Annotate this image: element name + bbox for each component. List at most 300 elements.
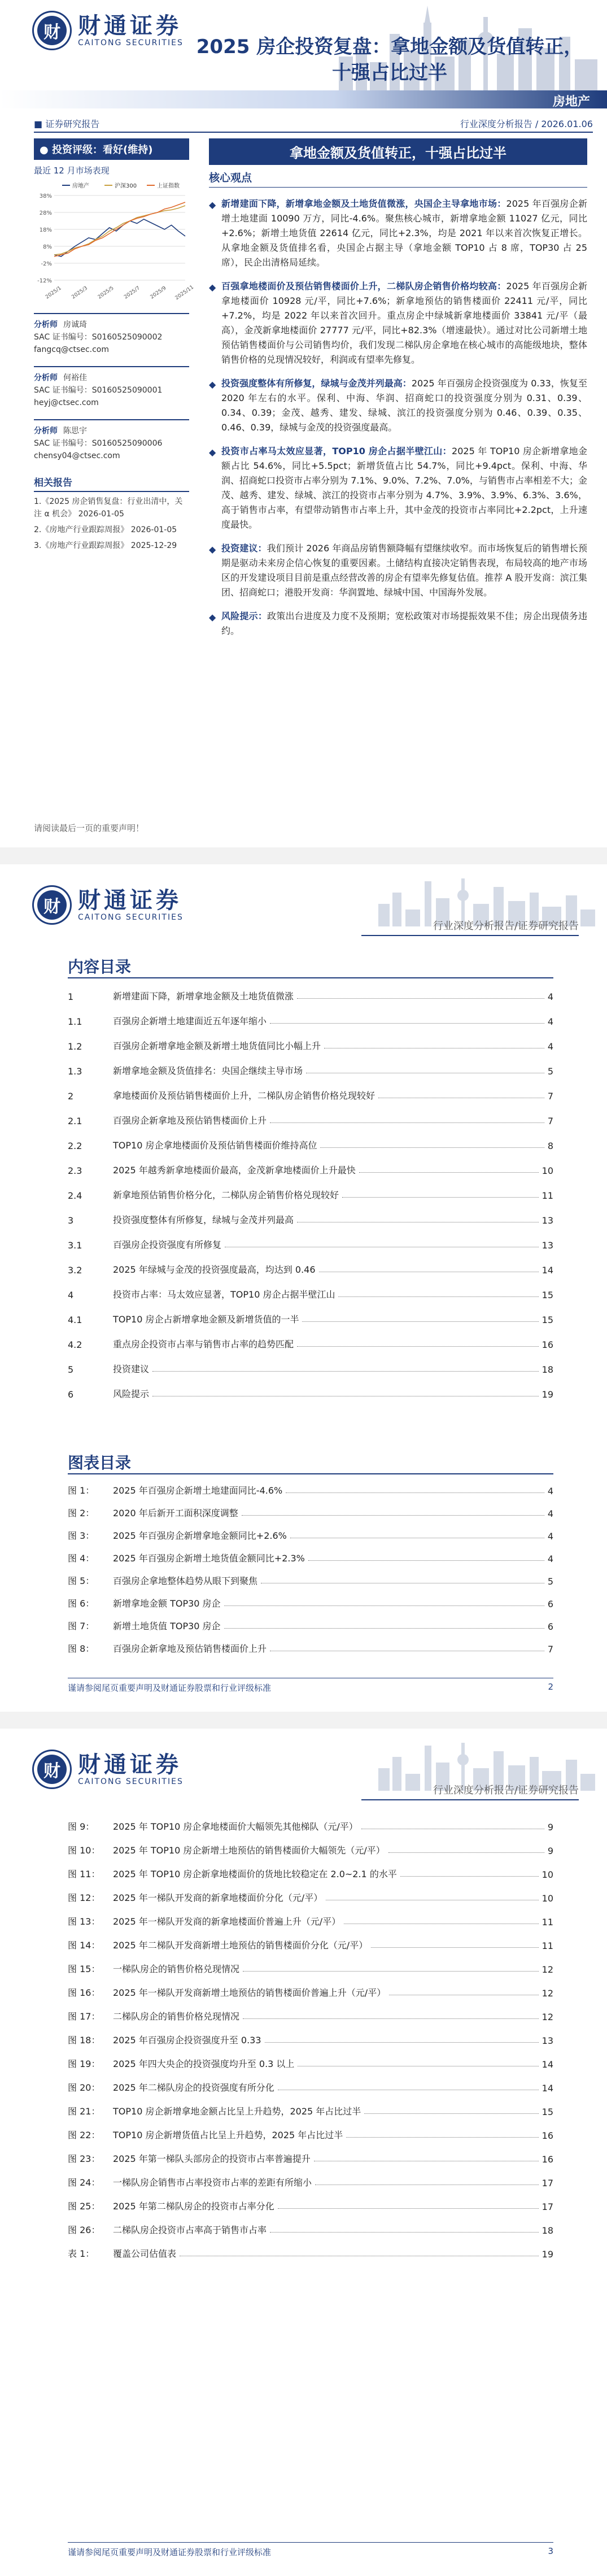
diamond-bullet-icon: ◆ bbox=[209, 379, 216, 390]
toc-page-number: 10 bbox=[542, 1165, 553, 1176]
sector-bar bbox=[0, 90, 607, 108]
brand-name-en: CAITONG SECURITIES bbox=[78, 913, 184, 922]
toc-label: TOP10 房企占新增拿地金额及新增货值的一半 bbox=[113, 1314, 299, 1325]
footer-text: 谨请参阅尾页重要声明及财通证券股票和行业评级标准 bbox=[68, 1683, 272, 1693]
related-reports-title: 相关报告 bbox=[34, 475, 189, 492]
brand-name-en: CAITONG SECURITIES bbox=[78, 1777, 184, 1786]
toc-entry[interactable] bbox=[68, 2246, 553, 2260]
analyst-cert: SAC 证书编号：S0160525090001 bbox=[34, 386, 163, 395]
toc-page-number: 4 bbox=[547, 1531, 553, 1542]
toc-page-number: 13 bbox=[542, 1215, 553, 1226]
toc-number: 1 bbox=[68, 991, 74, 1002]
x-tick-label: 2025/9 bbox=[149, 285, 168, 301]
toc-leader bbox=[270, 1122, 544, 1123]
toc-entry[interactable] bbox=[68, 2080, 553, 2094]
toc-number: 4.2 bbox=[68, 1339, 82, 1350]
toc-label: 2025 年二梯队房企的投资强度有所分化 bbox=[113, 2082, 274, 2093]
toc-number: 2.3 bbox=[68, 1165, 82, 1176]
analyst-role: 分析师 bbox=[34, 320, 58, 329]
toc-entry[interactable] bbox=[68, 2033, 553, 2046]
toc-entry[interactable] bbox=[68, 1088, 553, 1102]
toc-entry[interactable] bbox=[68, 1985, 553, 1999]
toc-page-number: 16 bbox=[542, 2130, 553, 2141]
toc-leader bbox=[152, 1371, 539, 1372]
toc-page-number: 19 bbox=[542, 1389, 553, 1400]
core-point bbox=[209, 197, 587, 270]
toc-page-number: 17 bbox=[542, 2178, 553, 2188]
toc-number: 3.1 bbox=[68, 1240, 82, 1251]
toc-page-number: 13 bbox=[542, 2035, 553, 2046]
toc-label: 一梯队房企的销售价格兑现情况 bbox=[113, 1964, 240, 1974]
toc-leader bbox=[346, 2137, 538, 2138]
core-point bbox=[209, 541, 587, 600]
toc-entry[interactable] bbox=[68, 1163, 553, 1176]
toc-entry[interactable] bbox=[68, 1361, 553, 1375]
toc-number: 1.3 bbox=[68, 1066, 82, 1077]
toc-number: 图 5： bbox=[68, 1576, 95, 1586]
x-tick-label: 2025/7 bbox=[123, 285, 141, 301]
toc-label: 风险提示 bbox=[113, 1389, 150, 1399]
toc-entry[interactable] bbox=[68, 1890, 553, 1904]
footer-text: 谨请参阅尾页重要声明及财通证券股票和行业评级标准 bbox=[68, 2547, 272, 2557]
toc-entry[interactable] bbox=[68, 989, 553, 1002]
toc-label: 投资市占率：马太效应显著，TOP10 房企占据半壁江山 bbox=[113, 1289, 335, 1300]
toc-page-number: 5 bbox=[547, 1576, 553, 1587]
brand-name-cn: 财通证券 bbox=[78, 1752, 182, 1778]
toc-number: 图 26： bbox=[68, 2225, 101, 2235]
toc-entry[interactable] bbox=[68, 1038, 553, 1052]
toc-number: 2.2 bbox=[68, 1141, 82, 1151]
diamond-bullet-icon: ◆ bbox=[209, 199, 216, 210]
toc-number: 图 2： bbox=[68, 1508, 95, 1518]
toc-label: 新增建面下降，新增拿地金额及土地货值微涨 bbox=[113, 991, 294, 1002]
toc-label: TOP10 房企新增拿地金额占比呈上升趋势，2025 年占比过半 bbox=[113, 2106, 361, 2117]
analyst-name: 房诚琦 bbox=[63, 320, 87, 329]
analyst-role: 分析师 bbox=[34, 373, 58, 382]
toc-number: 图 17： bbox=[68, 2011, 101, 2022]
toc-label: 新拿地预估销售价格分化，二梯队房企销售价格兑现较好 bbox=[113, 1190, 339, 1200]
toc-entry[interactable] bbox=[68, 2151, 553, 2165]
toc-page-number: 11 bbox=[542, 1940, 553, 1951]
toc-label: 2025 年第二梯队房企的投资市占率分化 bbox=[113, 2201, 274, 2212]
toc-number: 4 bbox=[68, 1290, 74, 1300]
toc-page-number: 4 bbox=[547, 1508, 553, 1519]
page-number: 2 bbox=[548, 1682, 553, 1692]
toc-page-number: 12 bbox=[542, 2012, 553, 2022]
y-tick-label: 18% bbox=[39, 227, 52, 233]
point-body: 2025 年百强房企投资强度为 0.33，恢复至 2020 年左右的水平。保利、中海、华润、招商蛇口的投资强度分别为 0.31、0.39、0.34、0.39；金茂、越秀、建发、绿城、滨江的投资强度分别为 0.46、0.39、0.35、0.46、0.39，绿城与金茂的投资强度最高。 bbox=[221, 378, 587, 433]
toc-entry[interactable] bbox=[68, 1914, 553, 1927]
toc-label: 2025 年绿城与金茂的投资强度最高，均达到 0.46 bbox=[113, 1264, 316, 1275]
toc-leader bbox=[278, 2208, 539, 2209]
toc-label: 2025 年 TOP10 房企新增土地预估的销售楼面价大幅领先（元/平） bbox=[113, 1845, 385, 1856]
toc-page-number: 7 bbox=[547, 1116, 553, 1126]
header-subtitle: 行业深度分析报告/证券研究报告 bbox=[433, 1785, 579, 1796]
toc-page-number: 13 bbox=[542, 1240, 553, 1251]
toc-label: 2025 年一梯队开发商的新拿地楼面价分化（元/平） bbox=[113, 1892, 323, 1903]
related-report-2[interactable]: 2.《房地产行业跟踪周报》 2026-01-05 bbox=[34, 525, 177, 534]
header-subtitle: 行业深度分析报告/证券研究报告 bbox=[433, 920, 579, 932]
brand-logo-icon: 财 bbox=[34, 887, 70, 923]
page-number: 3 bbox=[548, 2546, 553, 2556]
toc-label: 重点房企投资市占率与销售市占率的趋势匹配 bbox=[113, 1339, 294, 1350]
toc-label: 百强房企新增拿地金额及新增土地货值同比小幅上升 bbox=[113, 1041, 321, 1051]
toc-leader bbox=[270, 1023, 544, 1024]
toc-page-number: 16 bbox=[542, 2154, 553, 2165]
toc-label: 投资强度整体有所修复，绿城与金茂并列最高 bbox=[113, 1215, 294, 1225]
toc-leader bbox=[265, 2042, 539, 2043]
toc-entry[interactable] bbox=[68, 1961, 553, 1975]
toc-entry[interactable] bbox=[68, 1596, 553, 1609]
toc-number: 图 23： bbox=[68, 2153, 101, 2164]
diamond-bullet-icon: ◆ bbox=[209, 544, 216, 555]
toc-number: 图 16： bbox=[68, 1987, 101, 1998]
page-footer bbox=[68, 1678, 553, 1694]
toc-leader bbox=[297, 998, 544, 999]
toc-number: 3 bbox=[68, 1215, 74, 1226]
point-heading: 投资市占率马太效应显著，TOP10 房企占据半壁江山： bbox=[221, 446, 452, 456]
toc-leader bbox=[342, 1197, 539, 1198]
x-tick-label: 2025/1 bbox=[45, 285, 63, 301]
toc-label: 2020 年后新开工面积深度调整 bbox=[113, 1508, 238, 1518]
analyst-cert: SAC 证书编号：S0160525090006 bbox=[34, 439, 163, 448]
toc-leader bbox=[308, 1560, 544, 1561]
toc-page-number: 7 bbox=[547, 1644, 553, 1655]
toc-page-number: 19 bbox=[542, 2249, 553, 2260]
toc-entry[interactable] bbox=[68, 1337, 553, 1350]
toc-number: 图 25： bbox=[68, 2201, 101, 2212]
toc-leader bbox=[320, 1147, 544, 1148]
brand-name-cn: 财通证券 bbox=[78, 13, 182, 39]
toc-number: 4.1 bbox=[68, 1315, 82, 1325]
toc-page-number: 11 bbox=[542, 1190, 553, 1201]
toc-leader bbox=[242, 1515, 544, 1516]
toc-leader bbox=[388, 1852, 544, 1853]
toc-number: 图 18： bbox=[68, 2035, 101, 2046]
toc-label: 2025 年四大央企的投资强度均升至 0.3 以上 bbox=[113, 2059, 295, 2069]
toc-entry[interactable] bbox=[68, 1262, 553, 1276]
toc-leader bbox=[224, 1628, 544, 1629]
toc-entry[interactable] bbox=[68, 1386, 553, 1400]
toc-entry[interactable] bbox=[68, 1505, 553, 1519]
toc-number: 图 20： bbox=[68, 2082, 101, 2093]
toc-number: 1.1 bbox=[68, 1016, 82, 1027]
y-tick-label: -2% bbox=[41, 261, 52, 267]
toc-number: 图 9： bbox=[68, 1821, 95, 1832]
chart-caption: 最近 12 月市场表现 bbox=[34, 166, 110, 176]
toc-page-number: 15 bbox=[542, 1315, 553, 1325]
point-heading: 投资强度整体有所修复，绿城与金茂并列最高： bbox=[221, 378, 412, 389]
toc-entry[interactable] bbox=[68, 1528, 553, 1542]
core-point bbox=[209, 376, 587, 435]
toc-label: 二梯队房企的销售价格兑现情况 bbox=[113, 2011, 240, 2022]
brand-logo bbox=[34, 12, 184, 49]
toc-entry[interactable] bbox=[68, 1063, 553, 1077]
contents-title: 内容目录 bbox=[68, 958, 132, 976]
report-page-1 bbox=[0, 0, 607, 847]
toc-page-number: 14 bbox=[542, 2083, 553, 2094]
toc-page-number: 16 bbox=[542, 1339, 553, 1350]
toc-number: 图 1： bbox=[68, 1485, 95, 1496]
legend-label: 房地产 bbox=[72, 183, 89, 189]
toc-leader bbox=[371, 1947, 538, 1948]
toc-number: 3.2 bbox=[68, 1265, 82, 1276]
point-body: 政策出台进度及力度不及预期；宽松政策对市场提振效果不佳；房企出现债务违约。 bbox=[221, 611, 587, 636]
report-type: ■ 证券研究报告 bbox=[34, 119, 100, 129]
toc-entry[interactable] bbox=[68, 1212, 553, 1226]
analyst-email[interactable]: heyj@ctsec.com bbox=[34, 398, 99, 407]
legend-label: 上证指数 bbox=[157, 183, 180, 189]
toc-page-number: 9 bbox=[547, 1846, 553, 1856]
toc-number: 表 1： bbox=[68, 2248, 95, 2259]
header-divider bbox=[361, 935, 579, 936]
report-kind-date: 行业深度分析报告 / 2026.01.06 bbox=[460, 119, 593, 129]
cover-header bbox=[0, 0, 607, 110]
toc-label: 百强房企投资强度有所修复 bbox=[113, 1239, 222, 1250]
toc-entry[interactable] bbox=[68, 1938, 553, 1951]
contents-divider bbox=[68, 977, 553, 978]
left-sidebar bbox=[34, 138, 195, 552]
toc-number: 2.4 bbox=[68, 1190, 82, 1201]
related-report-1[interactable]: 1.《2025 房企销售复盘：行业出清中，关注 α 机会》 2026-01-05 bbox=[34, 497, 183, 519]
point-heading: 百强拿地楼面价及预估销售楼面价上升，二梯队房企销售价格均较高： bbox=[221, 281, 506, 291]
report-page-3 bbox=[0, 1729, 607, 2576]
toc-entry[interactable] bbox=[68, 2056, 553, 2070]
y-tick-label: 8% bbox=[43, 244, 52, 250]
toc-label: 百强房企新拿地及预估销售楼面价上升 bbox=[113, 1115, 267, 1126]
toc-label: 2025 年 TOP10 房企拿地楼面价大幅领先其他梯队（元/平） bbox=[113, 1821, 358, 1832]
toc-page-number: 17 bbox=[542, 2201, 553, 2212]
toc-number: 2 bbox=[68, 1091, 74, 1102]
toc-entry[interactable] bbox=[68, 1287, 553, 1300]
toc-label: 投资建议 bbox=[113, 1364, 150, 1374]
toc-number: 图 7： bbox=[68, 1621, 95, 1631]
toc-entry[interactable] bbox=[68, 1483, 553, 1496]
core-point bbox=[209, 609, 587, 638]
toc-label: 2025 年百强房企新增土地建面同比-4.6% bbox=[113, 1485, 283, 1496]
x-tick-label: 2025/11 bbox=[174, 284, 195, 302]
toc-entry[interactable] bbox=[68, 1819, 553, 1833]
toc-number: 图 22： bbox=[68, 2130, 101, 2140]
toc-entry[interactable] bbox=[68, 1187, 553, 1201]
toc-label: 2025 年第一梯队头部房企的投资市占率普遍提升 bbox=[113, 2153, 311, 2164]
y-tick-label: -12% bbox=[37, 278, 52, 284]
rating-badge: ● 投资评级：看好(维持) bbox=[34, 138, 189, 160]
diamond-bullet-icon: ◆ bbox=[209, 612, 216, 623]
toc-leader bbox=[270, 2232, 539, 2233]
brand-logo-icon: 财 bbox=[34, 12, 70, 49]
figures-title: 图表目录 bbox=[68, 1454, 132, 1472]
toc-leader bbox=[286, 1492, 544, 1493]
toc-entry[interactable] bbox=[68, 1551, 553, 1564]
toc-entry[interactable] bbox=[68, 1237, 553, 1251]
sector-name: 房地产 bbox=[552, 95, 590, 109]
toc-entry[interactable] bbox=[68, 2104, 553, 2117]
header-divider bbox=[361, 1799, 579, 1800]
brand-name-en: CAITONG SECURITIES bbox=[78, 38, 184, 47]
toc-number: 图 4： bbox=[68, 1553, 95, 1564]
toc-label: 拿地楼面价及预估销售楼面价上升，二梯队房企销售价格兑现较好 bbox=[113, 1090, 375, 1101]
disclaimer-note: 请阅读最后一页的重要声明！ bbox=[34, 823, 145, 833]
toc-number: 图 10： bbox=[68, 1845, 101, 1856]
toc-number: 图 21： bbox=[68, 2106, 101, 2117]
toc-number: 图 14： bbox=[68, 1940, 101, 1951]
page-footer bbox=[68, 2542, 553, 2558]
toc-page-number: 15 bbox=[542, 1290, 553, 1300]
toc-page-number: 18 bbox=[542, 2225, 553, 2236]
toc-entry[interactable] bbox=[68, 1573, 553, 1587]
toc-page-number: 18 bbox=[542, 1364, 553, 1375]
toc-entry[interactable] bbox=[68, 2175, 553, 2188]
toc-label: 新增拿地金额及货值排名：央国企继续主导市场 bbox=[113, 1065, 303, 1076]
toc-label: TOP10 房企拿地楼面价及预估销售楼面价维持高位 bbox=[113, 1140, 317, 1151]
core-point bbox=[209, 279, 587, 367]
toc-label: 新增土地货值 TOP30 房企 bbox=[113, 1621, 221, 1631]
toc-label: 2025 年越秀新拿地楼面价最高，金茂新拿地楼面价上升最快 bbox=[113, 1165, 356, 1176]
page-header bbox=[0, 864, 607, 943]
toc-number: 图 19： bbox=[68, 2059, 101, 2069]
point-body: 我们预计 2026 年商品房销售额降幅有望继续收窄。而市场恢复后的销售增长预期是驱动未来房企信心恢复的重要因素。土储结构直接决定销售表现，布局较高的地产市场区的开发建设项目目前是重点经营改善的房企有望率先修复估值。推荐 A 股开发商：滨江集团、招商蛇口；港股开发商：华润置地、绿城中国、中国海外发展。 bbox=[221, 543, 587, 598]
toc-number: 图 6： bbox=[68, 1598, 95, 1609]
toc-label: 百强房企新增土地建面近五年逐年缩小 bbox=[113, 1016, 267, 1026]
point-heading: 投资建议： bbox=[221, 543, 267, 554]
toc-entry[interactable] bbox=[68, 1866, 553, 1880]
toc-leader bbox=[297, 1346, 539, 1347]
toc-label: 2025 年百强房企投资强度升至 0.33 bbox=[113, 2035, 261, 2046]
toc-number: 6 bbox=[68, 1389, 74, 1400]
brand-name-cn: 财通证券 bbox=[78, 887, 182, 913]
report-page-2 bbox=[0, 864, 607, 1712]
analyst-email[interactable]: fangcq@ctsec.com bbox=[34, 345, 109, 354]
toc-label: 新增拿地金额 TOP30 房企 bbox=[113, 1598, 221, 1609]
toc-entry[interactable] bbox=[68, 1641, 553, 1655]
toc-leader bbox=[364, 2113, 538, 2114]
toc-page-number: 6 bbox=[547, 1599, 553, 1609]
point-body: 2025 年百强房企新增土地建面 10090 万方，同比-4.6%。聚焦核心城市，新增拿地金额 11027 亿元，同比+2.6%；新增土地货值 22614 亿元，同比+2.3%，均是 2021 年以来首次恢复正增长。从拿地金额及货值排名看，央国企占据主导（拿地金额 TOP10 占 8 席，TOP30 占 25 席），民企出清格局延续。 bbox=[221, 198, 587, 268]
toc-page-number: 12 bbox=[542, 1988, 553, 1999]
toc-label: 2025 年二梯队开发商新增土地预估的销售楼面价分化（元/平） bbox=[113, 1940, 368, 1951]
x-tick-label: 2025/3 bbox=[71, 285, 89, 301]
toc-page-number: 4 bbox=[547, 991, 553, 1002]
toc-label: 覆盖公司估值表 bbox=[113, 2248, 177, 2259]
analyst-card bbox=[34, 366, 189, 409]
toc-leader bbox=[400, 1876, 539, 1877]
analyst-name: 陈思宇 bbox=[63, 427, 87, 436]
toc-number: 图 15： bbox=[68, 1964, 101, 1974]
toc-entry[interactable] bbox=[68, 2009, 553, 2022]
brand-logo bbox=[34, 887, 184, 923]
toc-entry[interactable] bbox=[68, 1113, 553, 1126]
toc-page-number: 15 bbox=[542, 2107, 553, 2117]
toc-label: 2025 年百强房企新增拿地金额同比+2.6% bbox=[113, 1530, 287, 1541]
toc-label: 2025 年一梯队开发商新增土地预估的销售楼面价普遍上升（元/平） bbox=[113, 1987, 386, 1998]
toc-label: 2025 年 TOP10 房企新拿地楼面价的货地比较稳定在 2.0~2.1 的水平 bbox=[113, 1869, 397, 1879]
toc-entry[interactable] bbox=[68, 2127, 553, 2141]
toc-number: 图 13： bbox=[68, 1916, 101, 1927]
toc-page-number: 12 bbox=[542, 1964, 553, 1975]
y-tick-label: 38% bbox=[39, 193, 52, 199]
toc-label: 一梯队房企销售市占率投资市占率的差距有所缩小 bbox=[113, 2177, 312, 2188]
diamond-bullet-icon: ◆ bbox=[209, 447, 216, 458]
toc-page-number: 7 bbox=[547, 1091, 553, 1102]
toc-number: 1.2 bbox=[68, 1041, 82, 1052]
toc-page-number: 4 bbox=[547, 1486, 553, 1496]
headline: 拿地金额及货值转正，十强占比过半 bbox=[209, 138, 587, 165]
analyst-name: 何裕佳 bbox=[63, 373, 87, 382]
main-content bbox=[209, 138, 587, 638]
point-heading: 新增建面下降，新增拿地金额及土地货值微涨，央国企主导拿地市场： bbox=[221, 198, 506, 209]
toc-number: 图 12： bbox=[68, 1892, 101, 1903]
toc-label: 二梯队房企投资市占率高于销售市占率 bbox=[113, 2225, 267, 2235]
toc-leader bbox=[224, 1605, 544, 1606]
toc-entry[interactable] bbox=[68, 1312, 553, 1325]
x-tick-label: 2025/5 bbox=[97, 285, 115, 301]
report-title: 2025 房企投资复盘：拿地金额及货值转正，十强占比过半 bbox=[196, 36, 583, 84]
toc-number: 图 8： bbox=[68, 1643, 95, 1654]
toc-number: 图 3： bbox=[68, 1530, 95, 1541]
toc-number: 图 11： bbox=[68, 1869, 101, 1879]
toc-label: 2025 年一梯队开发商的新拿地楼面价普遍上升（元/平） bbox=[113, 1916, 341, 1927]
toc-leader bbox=[243, 2018, 539, 2019]
diamond-bullet-icon: ◆ bbox=[209, 282, 216, 293]
toc-page-number: 14 bbox=[542, 1265, 553, 1276]
toc-leader bbox=[302, 1321, 538, 1322]
toc-entry[interactable] bbox=[68, 1013, 553, 1027]
analyst-card bbox=[34, 313, 189, 356]
analyst-email[interactable]: chensy04@ctsec.com bbox=[34, 451, 120, 460]
toc-label: 2025 年百强房企新增土地货值金额同比+2.3% bbox=[113, 1553, 305, 1564]
point-body: 2025 年 TOP10 房企新增拿地金额占比 54.6%，同比+5.5pct；新增货值占比 54.7%，同比+9.4pct。保利、中海、华润、招商蛇口投资市占率分别为 7.1%、9.0%、7.2%、7.0%，与销售市占率相差不大；金茂、越秀、建发、绿城、滨江的投资市占率分别为 4.7%、3.9%、3.9%、6.3%、3.6%，高于销售市占率，有望带动销售市占率上升，其中金茂的投资市占率同比+2.2pct，上升速度最快。 bbox=[221, 446, 587, 530]
market-performance-chart bbox=[34, 179, 195, 303]
toc-page-number: 8 bbox=[547, 1141, 553, 1151]
toc-leader bbox=[243, 1971, 539, 1972]
toc-page-number: 11 bbox=[542, 1917, 553, 1927]
page-header bbox=[0, 1729, 607, 1808]
point-heading: 风险提示： bbox=[221, 611, 268, 621]
toc-leader bbox=[359, 1172, 539, 1173]
toc-page-number: 4 bbox=[547, 1041, 553, 1052]
analyst-cert: SAC 证书编号：S0160525090002 bbox=[34, 333, 163, 342]
toc-entry[interactable] bbox=[68, 1618, 553, 1632]
toc-page-number: 10 bbox=[542, 1893, 553, 1904]
toc-page-number: 6 bbox=[547, 1621, 553, 1632]
point-body: 2025 年百强房企新拿地楼面价 10928 元/平，同比+7.6%；新拿地预估的销售楼面价 22411 元/平，同比+7.2%，均是 2022 年以来首次回升。重点房企中绿城新拿地楼面价 33841 元/平（最高），金茂新拿地楼面价 27777 元/平，同比+82.3%（增速最快）。通过对比公司新增土地预估销售楼面价与公司销售均价，我们发现二梯队房企拿地在核心城市的高能级地块，整体销售价格的兑现情况较好，利润或有望率先修复。 bbox=[221, 281, 587, 365]
toc-label: 百强房企拿地整体趋势从眼下到聚焦 bbox=[113, 1576, 258, 1586]
toc-number: 图 24： bbox=[68, 2177, 101, 2188]
analyst-card bbox=[34, 419, 189, 462]
toc-entry[interactable] bbox=[68, 2222, 553, 2236]
report-meta-row bbox=[34, 116, 593, 133]
toc-label: TOP10 房企新增货值占比呈上升趋势，2025 年占比过半 bbox=[113, 2130, 343, 2140]
toc-page-number: 4 bbox=[547, 1016, 553, 1027]
brand-logo bbox=[34, 1751, 184, 1787]
core-views-title: 核心观点 bbox=[209, 169, 587, 188]
toc-entry[interactable] bbox=[68, 2199, 553, 2212]
toc-page-number: 14 bbox=[542, 2059, 553, 2070]
toc-entry[interactable] bbox=[68, 1843, 553, 1856]
toc-page-number: 10 bbox=[542, 1869, 553, 1880]
toc-entry[interactable] bbox=[68, 1138, 553, 1151]
toc-number: 2.1 bbox=[68, 1116, 82, 1126]
analyst-role: 分析师 bbox=[34, 427, 58, 436]
brand-logo-icon: 财 bbox=[34, 1751, 70, 1787]
figures-divider bbox=[68, 1473, 553, 1474]
related-report-3[interactable]: 3.《房地产行业跟踪周报》 2025-12-29 bbox=[34, 541, 177, 550]
toc-label: 百强房企新拿地及预估销售楼面价上升 bbox=[113, 1643, 267, 1654]
toc-page-number: 5 bbox=[547, 1066, 553, 1077]
toc-leader bbox=[338, 1296, 538, 1297]
toc-page-number: 4 bbox=[547, 1554, 553, 1564]
